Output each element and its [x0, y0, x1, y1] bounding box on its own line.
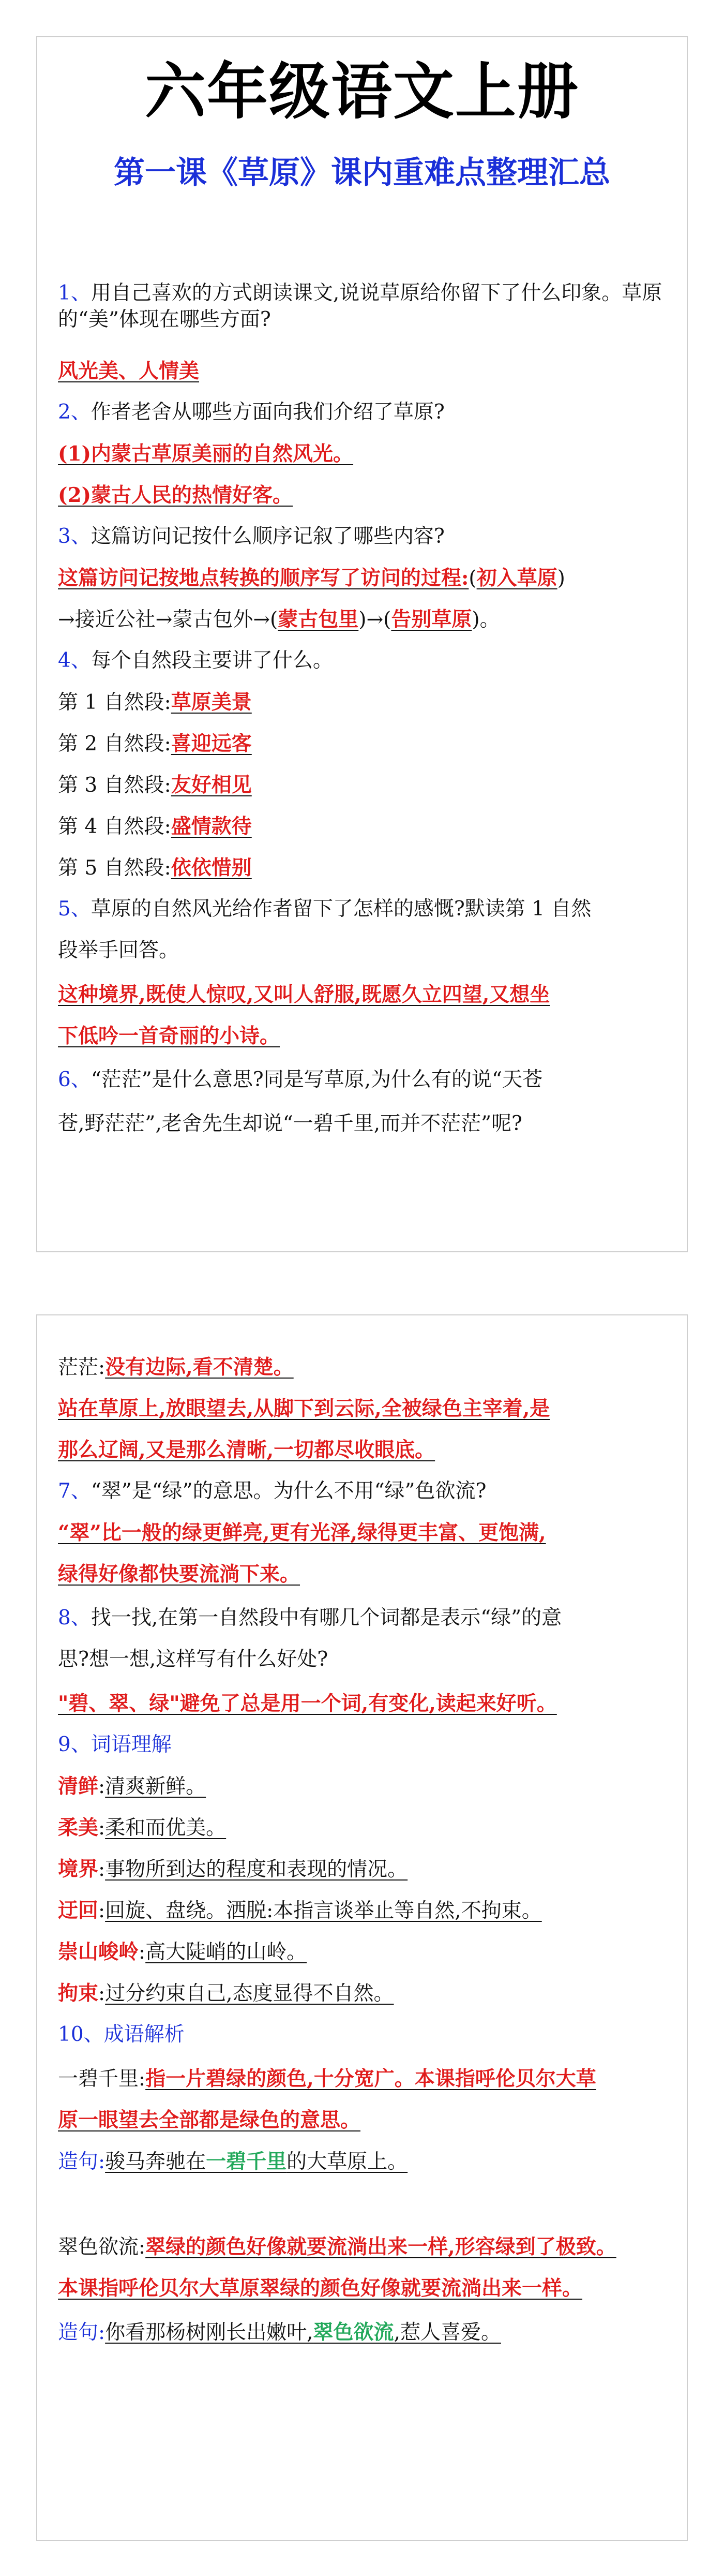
answer-text: (2)蒙古人民的热情好客。	[58, 483, 293, 507]
question-text: 思?想一想,这样写有什么好处?	[58, 1648, 328, 1671]
paren: (	[469, 567, 477, 590]
idiom-meaning: 原一眼望去全部都是绿色的意思。	[58, 2108, 361, 2132]
question-6-line-2	[58, 1111, 671, 1137]
vocab-word: 拘束	[58, 1981, 99, 2005]
vocab-definition: 过分约束自己,态度显得不自然。	[105, 1982, 394, 2005]
question-8	[58, 1605, 671, 1632]
answer-2-line-1	[58, 441, 671, 468]
question-text: 作者老舍从哪些方面向我们介绍了草原?	[90, 401, 445, 424]
vocab-word: 境界	[58, 1857, 99, 1881]
sequence-text: )→(	[358, 608, 391, 631]
answer-text: 站在草原上,放眼望去,从脚下到云际,全被绿色主宰着,是	[58, 1397, 550, 1420]
question-7	[58, 1478, 671, 1505]
question-number: 7、	[58, 1479, 91, 1503]
answer-text: 没有边际,看不清楚。	[105, 1355, 294, 1379]
answer-sequence-1: 初入草原	[476, 566, 557, 590]
answer-8	[58, 1691, 671, 1718]
question-6	[58, 1067, 671, 1093]
answer-text: 下低吟一首奇丽的小诗。	[58, 1024, 280, 1048]
question-5-line-2	[58, 938, 671, 964]
paragraph-label: 第 4 自然段:	[58, 815, 171, 838]
answer-3-line-2	[58, 606, 671, 633]
question-text: 苍,野茫茫”,老舍先生却说“一碧千里,而并不茫茫”呢?	[58, 1112, 522, 1135]
paragraph-answer: 草原美景	[171, 690, 252, 714]
question-number: 9、	[58, 1733, 91, 1756]
answer-7-line-2	[58, 1561, 671, 1588]
section-title: 词语理解	[90, 1733, 172, 1756]
question-text: 草原的自然风光给作者留下了怎样的感慨?默读第 1 自然	[90, 897, 592, 921]
idiom-2-line-1	[58, 2234, 671, 2261]
paragraph-summary	[58, 772, 671, 799]
sequence-text: →接近公社→蒙古包外→(	[58, 608, 278, 631]
answer-6-line-1	[58, 1396, 671, 1423]
paragraph-answer: 盛情款待	[171, 815, 252, 838]
idiom-1-line-2	[58, 2107, 671, 2134]
answer-text: 风光美、人情美	[58, 359, 200, 383]
example-keyword: 翠色欲流	[313, 2320, 394, 2344]
question-8-line-2	[58, 1647, 671, 1673]
page-title: 六年级语文上册	[144, 55, 579, 127]
question-text: “茫茫”是什么意思?同是写草原,为什么有的说“天苍	[90, 1068, 542, 1091]
paragraph-summary	[58, 689, 671, 716]
answer-text: 这篇访问记按地点转换的顺序写了访问的过程:	[58, 566, 469, 590]
paren: )	[557, 567, 565, 590]
idiom-label: 翠色欲流:	[58, 2236, 146, 2259]
vocab-item: 境界:事物所到达的程度和表现的情况。	[58, 1857, 408, 1881]
page-subtitle: 第一课《草原》课内重难点整理汇总	[114, 155, 610, 191]
paragraph-answer: 友好相见	[171, 773, 252, 797]
paragraph-label: 第 2 自然段:	[58, 732, 171, 756]
paragraph-label: 第 5 自然段:	[58, 856, 171, 880]
idiom-2-example	[58, 2319, 671, 2346]
question-text: 用自己喜欢的方式朗读课文,说说草原给你留下了什么印象。草原的“美”体现在哪些方面?	[58, 282, 662, 331]
term-label: 茫茫:	[58, 1356, 105, 1379]
paragraph-label: 第 3 自然段:	[58, 774, 171, 797]
example-text: 你看那杨树刚长出嫩叶,	[105, 2321, 313, 2344]
vocab-item: 崇山峻岭:高大陡峭的山岭。	[58, 1940, 307, 1964]
answer-5-line-2	[58, 1023, 671, 1050]
page-two	[36, 1314, 688, 2541]
question-10	[58, 2022, 671, 2048]
question-number: 5、	[58, 897, 91, 921]
answer-text: "碧、翠、绿"避免了总是用一个词,有变化,读起来好听。	[58, 1692, 557, 1715]
answer-text: 这种境界,既使人惊叹,又叫人舒服,既愿久立四望,又想坐	[58, 983, 550, 1006]
paragraph-summary	[58, 855, 671, 882]
paragraph-answer: 依依惜别	[171, 856, 252, 880]
vocab-item: 清鲜:清爽新鲜。	[58, 1774, 206, 1798]
idiom-meaning: 本课指呼伦贝尔大草原翠绿的颜色好像就要流淌出来一样。	[58, 2276, 583, 2300]
vocab-word: 迂回	[58, 1899, 99, 1922]
question-number: 2、	[58, 401, 91, 424]
question-2	[58, 399, 671, 426]
paragraph-summary	[58, 813, 671, 840]
vocab-definition: 柔和而优美。	[105, 1816, 227, 1840]
vocab-definition: 高大陡峭的山岭。	[145, 1941, 307, 1964]
idiom-2-line-2	[58, 2275, 671, 2302]
question-number: 8、	[58, 1606, 91, 1630]
answer-5-line-1	[58, 982, 671, 1009]
sequence-text: )。	[472, 608, 500, 631]
example-keyword: 一碧千里	[206, 2150, 287, 2173]
vocab-item: 拘束:过分约束自己,态度显得不自然。	[58, 1981, 394, 2005]
idiom-meaning: 指一片碧绿的颜色,十分宽广。本课指呼伦贝尔大草	[145, 2067, 596, 2091]
answer-text: 那么辽阔,又是那么清晰,一切都尽收眼底。	[58, 1438, 435, 1462]
question-number: 4、	[58, 649, 91, 672]
paragraph-label: 第 1 自然段:	[58, 691, 171, 714]
answer-text: 绿得好像都快要流淌下来。	[58, 1562, 300, 1586]
question-number: 1、	[58, 282, 91, 305]
section-title: 成语解析	[103, 2023, 185, 2046]
idiom-label: 一碧千里:	[58, 2067, 146, 2091]
question-number: 3、	[58, 525, 91, 548]
question-number: 10、	[58, 2023, 104, 2046]
question-9	[58, 1732, 671, 1758]
example-label: 造句:	[58, 2321, 105, 2344]
vocab-definition: 事物所到达的程度和表现的情况。	[105, 1858, 408, 1881]
vocab-word: 清鲜	[58, 1774, 99, 1798]
vocab-definition: 清爽新鲜。	[105, 1775, 206, 1798]
question-number: 6、	[58, 1068, 91, 1091]
question-3	[58, 524, 671, 550]
answer-text: “翠”比一般的绿更鲜亮,更有光泽,绿得更丰富、更饱满,	[58, 1521, 546, 1545]
vocab-item: 柔美:柔和而优美。	[58, 1816, 227, 1840]
answer-3-line-1	[58, 565, 671, 592]
answer-2-line-2	[58, 482, 671, 509]
page-one	[36, 36, 688, 1252]
question-text: 每个自然段主要讲了什么。	[90, 649, 333, 672]
paragraph-summary	[58, 731, 671, 758]
answer-6-definition	[58, 1354, 671, 1381]
question-4	[58, 648, 671, 674]
example-text: 的大草原上。	[286, 2150, 408, 2173]
answer-sequence-3: 告别草原	[391, 608, 472, 631]
question-text: 这篇访问记按什么顺序记叙了哪些内容?	[90, 525, 445, 548]
answer-6-line-2	[58, 1437, 671, 1464]
vocab-definition: 回旋、盘绕。洒脱:本指言谈举止等自然,不拘束。	[105, 1899, 542, 1922]
paragraph-answer: 喜迎远客	[171, 732, 252, 756]
example-text: ,惹人喜爱。	[394, 2321, 501, 2344]
vocab-item: 迂回:回旋、盘绕。洒脱:本指言谈举止等自然,不拘束。	[58, 1899, 542, 1922]
answer-7-line-1	[58, 1520, 671, 1547]
vocab-word: 崇山峻岭	[58, 1940, 139, 1964]
answer-text: (1)内蒙古草原美丽的自然风光。	[58, 442, 354, 466]
example-label: 造句:	[58, 2150, 105, 2173]
example-text: 骏马奔驰在	[105, 2150, 206, 2173]
vocab-word: 柔美	[58, 1816, 99, 1840]
question-1	[58, 280, 671, 333]
idiom-1-example	[58, 2149, 671, 2175]
answer-1	[58, 358, 671, 385]
question-text: 找一找,在第一自然段中有哪几个词都是表示“绿”的意	[90, 1606, 562, 1630]
idiom-1-line-1	[58, 2066, 671, 2093]
question-5	[58, 896, 671, 923]
answer-sequence-2: 蒙古包里	[278, 608, 359, 631]
question-text: “翠”是“绿”的意思。为什么不用“绿”色欲流?	[90, 1479, 487, 1503]
idiom-meaning: 翠绿的颜色好像就要流淌出来一样,形容绿到了极致。	[145, 2235, 616, 2259]
question-text: 段举手回答。	[58, 939, 179, 962]
